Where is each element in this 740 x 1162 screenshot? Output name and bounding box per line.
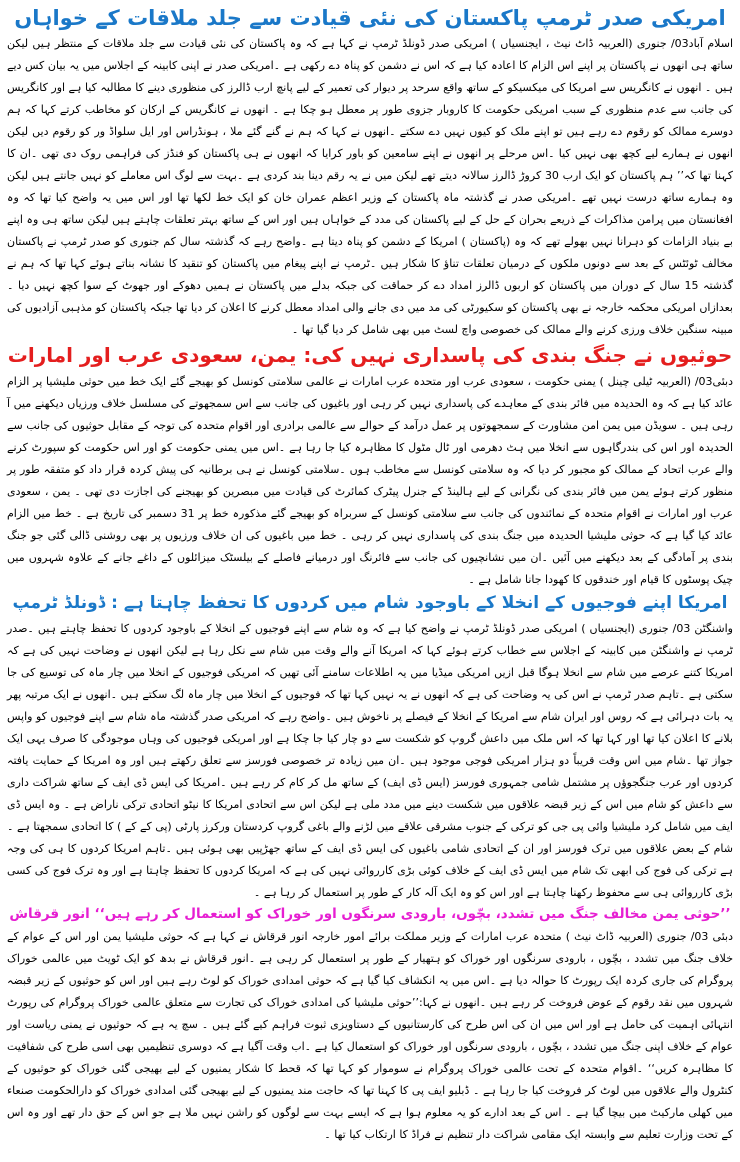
story-headline: ’’حوثی یمن مخالف جنگ میں تشدد، بچّوں، بارودی سرنگوں اور خوراک کو استعمال کر رہے ہیں‘‘ انور قرقاش: [9, 905, 731, 922]
news-story-syria-kurds: [7, 591, 733, 903]
news-story-trump-pakistan: [7, 4, 733, 341]
news-story-gargash-houthi: [7, 904, 733, 1146]
story-body: دبئی03/ (العربیہ ٹیلی چینل ) یمنی حکومت ، سعودی عرب اور متحدہ عرب امارات نے عالمی سلامتی کونسل کو بھیجے گئے ایک خط میں حوثی ملیشیا پر الزام عائد کیا ہے کہ وہ الحدیدہ میں فائر بندی کے معاہدے کی پاسداری نہیں کر رہی اور باغیوں کی جانب سے اس سمجھوتے کی مسلسل خلاف ورزیاں دیکھنے میں آ رہی ہیں ۔ سویڈن میں یمن امن مشاورت کے سمجھوتوں پر عمل درآمد کے حوالے سے عالمی برادری اور اقوام متحدہ کی توجہ کے مقابل حوثیوں کی جانب سے الحدیدہ اور اس کی بندرگاہوں سے انخلا میں ہٹ دھرمی اور ٹال مٹول کا مظاہرہ کیا جا رہا ہے ۔اس میں یمنی حکومت کو اور اس حکومت کو سپورٹ کرنے والے عرب اتحاد کے ممالک کو مجبور کر دیا کہ وہ سلامتی کونسل سے مخاطب ہوں ۔سلامتی کونسل نے ہی برطانیہ کی پیش کردہ قرار داد کو متفقہ طور پر منظور کرتے ہوئے یمن میں فائر بندی کی نگرانی کے لیے ہالینڈ کے جنرل پیٹرک کمائرٹ کی قیادت میں مبصرین کو بھیجنے کی اجازت دی تھی ۔ یمن ، سعودی عرب اور امارات نے اقوام متحدہ کے نمائندوں کی جانب سے سلامتی کونسل کے سربراہ کو بھیجے گئے مذکورہ خط پر 31 دسمبر کی تاریخ ہے ۔ خط میں الزام عائد کیا گیا ہے کہ حوثی ملیشیا الحدیدہ میں جنگ بندی کی پاسداری نہیں کر رہی ۔ خط میں باغیوں کی ان خلاف ورزیوں پر بھی روشنی ڈالی گئی جو جنگ بندی پر آمادگی کے بعد دیکھنے میں آئیں ۔ان میں نشانچیوں کی جانب سے فائرنگ اور درمیانے فاصلے کے بیلسٹک میزائلوں کے داغے جانے کے علاوہ شہروں میں چیک پوسٹوں کا قیام اور خندقوں کا کھودا جانا شامل ہے ۔: [7, 375, 734, 587]
story-body: واشنگٹن 03/ جنوری (ایجنسیاں ) امریکی صدر ڈونلڈ ٹرمپ نے واضح کیا ہے کہ وہ شام سے اپنے فوجیوں کے انخلا کے باوجود کردوں کا تحفظ چاہتے ہیں ۔صدر ٹرمپ نے واشنگٹن میں کابینہ کے اجلاس سے خطاب کرتے ہوئے کہا کہ امریکا آنے والے وقت میں شام سے نکل رہا ہے لیکن انھوں نے وضاحت نہیں کی ہے کہ امریکا کتنے عرصے میں شام سے انخلا ہوگا قبل ازیں امریکی میڈیا میں یہ اطلاعات سامنے آئی تھیں کہ امریکی فوجیوں کے انخلا میں چار ماہ کی توسیع کی جا سکتی ہے ۔تاہم صدر ٹرمپ نے اس کی یہ وضاحت کی ہے کہ انھوں نے یہ نہیں کہا تھا کہ فوجیوں کے انخلا میں چار ماہ لگ سکتے ہیں ۔انھوں نے ایک مرتبہ پھر یہ بات دہرائی ہے کہ روس اور ایران شام سے امریکا کے انخلا کے فیصلے پر ناخوش ہیں ۔واضح رہے کہ امریکی صدر گذشتہ ماہ شام سے اپنے فوجیوں کو واپس بلانے کا اعلان کیا تھا اور کہا تھا کہ اس ملک میں داعش گروپ کو شکست سے دو چار کیا جا چکا ہے اور امریکی فوجیوں کی وہاں موجودگی کا صرف یہی ایک جواز تھا ۔شام میں اس وقت قریباً دو ہزار امریکی فوجی موجود ہیں ۔ان میں زیادہ تر خصوصی فورسز سے تعلق رکھتے ہیں اور وہ امریکا کے حمایت یافتہ کردوں اور عرب جنگجوؤں پر مشتمل شامی جمہوری فورسز (ایس ڈی ایف) کے ساتھ مل کر کام کر رہے ہیں ۔امریکا کی ایس ڈی ایف کے ساتھ شراکت داری سے داعش کو شام میں اس کے زیر قبضہ علاقوں میں شکست دینے میں مدد ملی ہے لیکن اس سے اتحادی امریکا کا نیٹو اتحادی ترکی ناراض ہے ۔ وہ ایس ڈی ایف میں شامل کرد ملیشیا وائی پی جی کو ترکی کے جنوب مشرقی علاقے میں لڑنے والے باغی گروپ کردستان ورکرز پارٹی (پی کے کے ) کا اتحادی سمجھتا ہے ۔شام کے بعض علاقوں میں ترک فورسز اور ان کے اتحادی شامی باغیوں کی ایس ڈی ایف کے ساتھ جھڑپیں بھی ہوئی ہیں ۔تاہم امریکا کردوں کا ہی کی وجہ ہے ترکی کی فوج کی ابھی تک شام میں ایس ڈی ایف کے خلاف کوئی بڑی کارروائی نہیں کی ہے کہ امریکا کردوں کا تحفظ چاہتا ہے اور وہ ترک فوج کی کسی بڑی کارروائی ہی سے محفوظ رکھنا چاہتا ہے اور اس کو وہ ایک آلہ کار کے طور پر استعمال کر رہا ہے ۔: [7, 621, 733, 899]
story-headline: حوثیوں نے جنگ بندی کی پاسداری نہیں کی: یمن، سعودی عرب اور امارات: [7, 343, 733, 368]
news-story-houthi-ceasefire: [7, 341, 733, 591]
story-headline: امریکا اپنے فوجیوں کے انخلا کے باوجود شام میں کردوں کا تحفظ چاہتا ہے : ڈونلڈ ٹرمپ: [12, 593, 728, 614]
story-body: اسلام آباد03/ جنوری (العربیہ ڈاٹ نیٹ ، ایجنسیاں ) امریکی صدر ڈونلڈ ٹرمپ نے کہا ہے کہ وہ پاکستان کی نئی قیادت سے جلد ملاقات کے منتظر ہیں لیکن ساتھ ہی انھوں نے پاکستان پر اپنے اس الزام کا اعادہ کیا ہے کہ اس نے دشمن کو پناہ دے رکھی ہے ۔امریکی صدر نے اپنی کابینہ کے اجلاس میں یہ بیان کس دیے ہیں ۔ انھوں نے کانگریس سے امریکا کی میکسیکو کے ساتھ واقع سرحد پر دیوار کی تعمیر کے لیے پانچ ارب ڈالرز کی منظوری دینے کا مطالبہ کیا ہے اور کانگریس کی جانب سے عدم منظوری کے سبب امریکی حکومت کا کاروبار جزوی طور پر معطل ہو چکا ہے ۔ انھوں نے کانگریس کے ارکان کو مخاطب کرتے کہا کہ ہم دوسرے ممالک کو رقوم دے رہے ہیں تو اپنے ملک کو کیوں نہیں دے سکتے ۔انھوں نے کہا کہ ہم نے گنے گئے ملا ، ہونڈراس اور ایل سلواڈ ور کو رقوم دیں لیکن انھوں نے ہمارے لیے کچھ بھی نہیں کیا ۔اس مرحلے پر انھوں نے اپنے سامعین کو باور کرایا کہ انھوں نے ہی پاکستان کو فنڈز کی فراہمی روک دی تھی ۔ان کا کہنا تھا کہ’’ ہم پاکستان کو ایک ارب 30 کروڑ ڈالرز سالانہ دیتے تھے لیکن میں نے یہ رقم دینا بند کردی ہے ۔بہت سے لوگ اس معاملے کو نہیں جانتے ہیں لیکن وہ ہمارے ساتھ درست نہیں تھے ۔امریکی صدر نے گذشتہ ماہ پاکستان کے وزیر اعظم عمران خان کو ایک خط لکھا تھا اور اس میں یہ واضح کیا تھا کہ وہ افغانستان میں پرامن مذاکرات کے ذریعے بحران کے حل کے لیے پاکستان کی مدد کے خواہاں ہیں اور اس کے ساتھ بہتر تعلقات چاہتے ہیں لیکن ساتھ ہی وہ اپنے بے بنیاد الزامات کو دہرانا نہیں بھولے تھے کہ وہ (پاکستان ) امریکا کے دشمن کو پناہ دیتا ہے ۔واضح رہے کہ گذشتہ سال کم جنوری کو صدر ٹرمپ نے پاکستان مخالف ٹوئٹس کے بعد سے دونوں ملکوں کے درمیان تعلقات تناؤ کا شکار ہیں ۔ٹرمپ نے اپنے پیغام میں پاکستان کو تنقید کا نشانہ بناتے ہوئے کہا تھا کہ ہم نے گذشتہ 15 سال کے دوران میں پاکستان کو اربوں ڈالرز امداد دے کر حماقت کی جبکہ بدلے میں پاکستان نے ہمیں دھوکے اور جھوٹ کے سوا کچھ نہیں دیا ۔بعدازاں امریکی محکمہ خارجہ نے بھی پاکستان کو سکیورٹی کی مد میں دی جانے والی امداد معطل کرنے کا اعلان کر دیا تھا جبکہ پاکستان کو مذہبی آزادیوں کی مبینہ سنگین خلاف ورزی کرنے والے ممالک کی خصوصی واچ لسٹ میں بھی شامل کر دیا گیا تھا ۔: [7, 37, 734, 337]
story-body: دبئی 03/ جنوری (العربیہ ڈاٹ نیٹ ) متحدہ عرب امارات کے وزیر مملکت برائے امور خارجہ انور قرقاش نے کہا ہے کہ حوثی ملیشیا یمن اور اس کے عوام کے خلاف جنگ میں تشدد ، بچّوں ، بارودی سرنگوں اور خوراک کو ہتھیار کے طور پر استعمال کر رہی ہے ۔انور قرقاش نے بدھ کو ایک ٹویٹ میں عالمی خوراک پروگرام کی جاری کردہ ایک رپورٹ کا حوالہ دیا ہے ۔اس میں یہ انکشاف کیا گیا ہے کہ حوثی امدادی خوراک کو لوٹ رہے ہیں اور اس کو حوثیوں کے زیر قبضہ شہروں میں نقد رقوم کے عوض فروخت کر رہے ہیں ۔انھوں نے کہا:’’حوثی ملیشیا کی امدادی خوراک کی تجارت سے متعلق عالمی خوراک پروگرام کی رپورٹ انتہائی اہمیت کی حامل ہے اور اس میں ان کی اس طرح کی کارستانیوں کے دستاویزی ثبوت فراہم کیے گئے ہیں ۔ سچ یہ ہے کہ حوثیوں نے یمنی ریاست اور عوام کے خلاف اپنی جنگ میں تشدد ، بچّوں ، بارودی سرنگوں اور خوراک کو استعمال کیا ہے ۔اب وقت آگیا ہے کہ دوسری تنظیمیں بھی اسی طرح کی شفافیت کا مظاہرہ کریں‘‘ ۔اقوام متحدہ کے تحت عالمی خوراک پروگرام نے سوموار کو کہا تھا کہ قحط کا شکار یمنیوں کے لیے بھیجی گئی خوراک کو حوثیوں کے کنٹرول والے علاقوں میں لوٹ کر فروخت کیا جا رہا ہے ۔ ڈبلیو ایف پی کا کہنا تھا کہ حاجت مند یمنیوں کے لیے بھیجی گئی امدادی خوراک کو دارالحکومت صنعاء میں کھلی مارکیٹ میں بیچا گیا ہے ۔ اس کے بعد ادارے کو یہ معلوم ہوا ہے کہ ایسے بہت سے لوگوں کو راشن نہیں ملا ہے جو اس کے حق دار تھے اور وہ اس کے تحت وزارت تعلیم سے وابستہ ایک مقامی شراکت دار تنظیم نے فراڈ کا ارتکاب کیا تھا ۔: [7, 929, 733, 1141]
story-headline: امریکی صدر ٹرمپ پاکستان کی نئی قیادت سے جلد ملاقات کے خواہاں: [14, 6, 726, 30]
